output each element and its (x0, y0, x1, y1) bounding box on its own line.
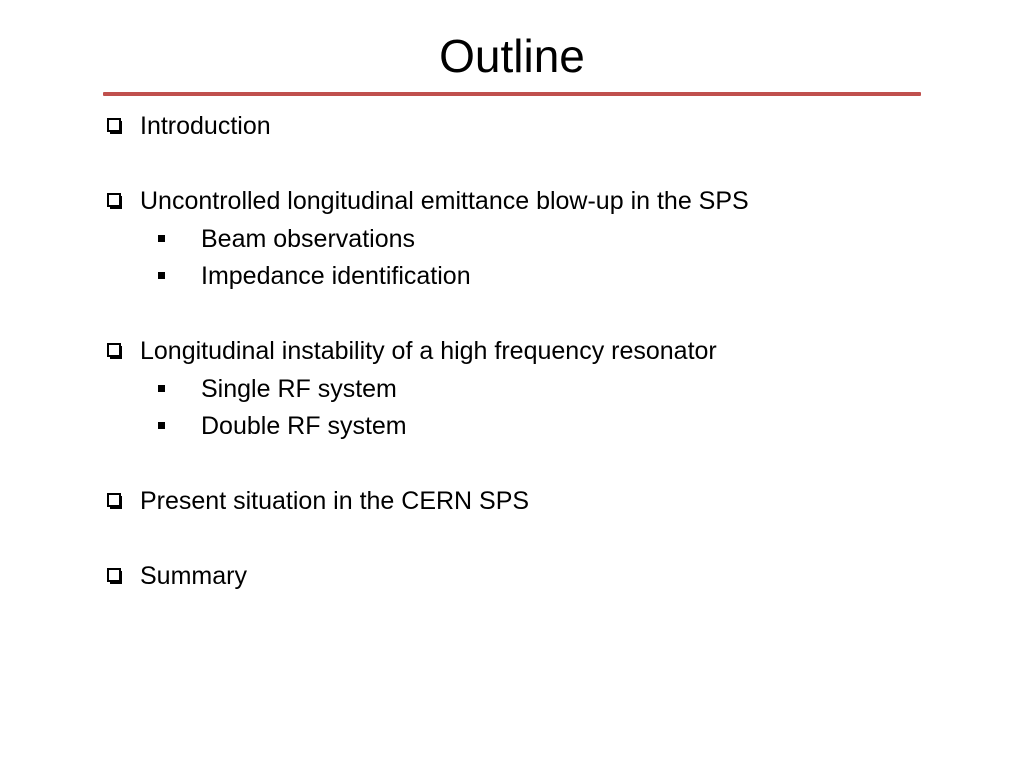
outline-subitem-label: Single RF system (201, 374, 397, 403)
checkbox-outline-icon (107, 493, 123, 509)
outline-list (106, 108, 966, 596)
outline-item-label: Summary (140, 562, 247, 590)
outline-item-longitudinal-instability (106, 333, 966, 371)
outline-subitem-double-rf-system (106, 408, 966, 446)
outline-item-summary (106, 558, 966, 596)
checkbox-outline-icon (107, 568, 123, 584)
outline-subitem-impedance-identification (106, 258, 966, 296)
outline-subitem-label: Double RF system (201, 412, 407, 440)
slide-title: Outline (439, 30, 585, 82)
square-bullet-icon (158, 272, 165, 279)
outline-item-label: Introduction (140, 112, 271, 140)
outline-subitem-single-rf-system (106, 371, 966, 409)
checkbox-outline-icon (107, 343, 123, 359)
outline-item-label: Uncontrolled longitudinal emittance blow-up in the SPS (140, 187, 749, 215)
square-bullet-icon (158, 385, 165, 392)
checkbox-outline-icon (107, 193, 123, 209)
outline-item-introduction (106, 108, 966, 146)
outline-item-label: Present situation in the CERN SPS (140, 487, 530, 515)
title-underline (103, 92, 921, 96)
outline-subitem-label: Impedance identification (201, 262, 471, 290)
outline-subitem-label: Beam observations (201, 224, 416, 253)
outline-subitem-beam-observations (106, 221, 966, 259)
square-bullet-icon (158, 422, 165, 429)
square-bullet-icon (158, 235, 165, 242)
checkbox-outline-icon (107, 118, 123, 134)
outline-item-label: Longitudinal instability of a high frequency resonator (140, 337, 717, 365)
outline-item-emittance-blowup (106, 183, 966, 221)
outline-item-present-situation (106, 483, 966, 521)
